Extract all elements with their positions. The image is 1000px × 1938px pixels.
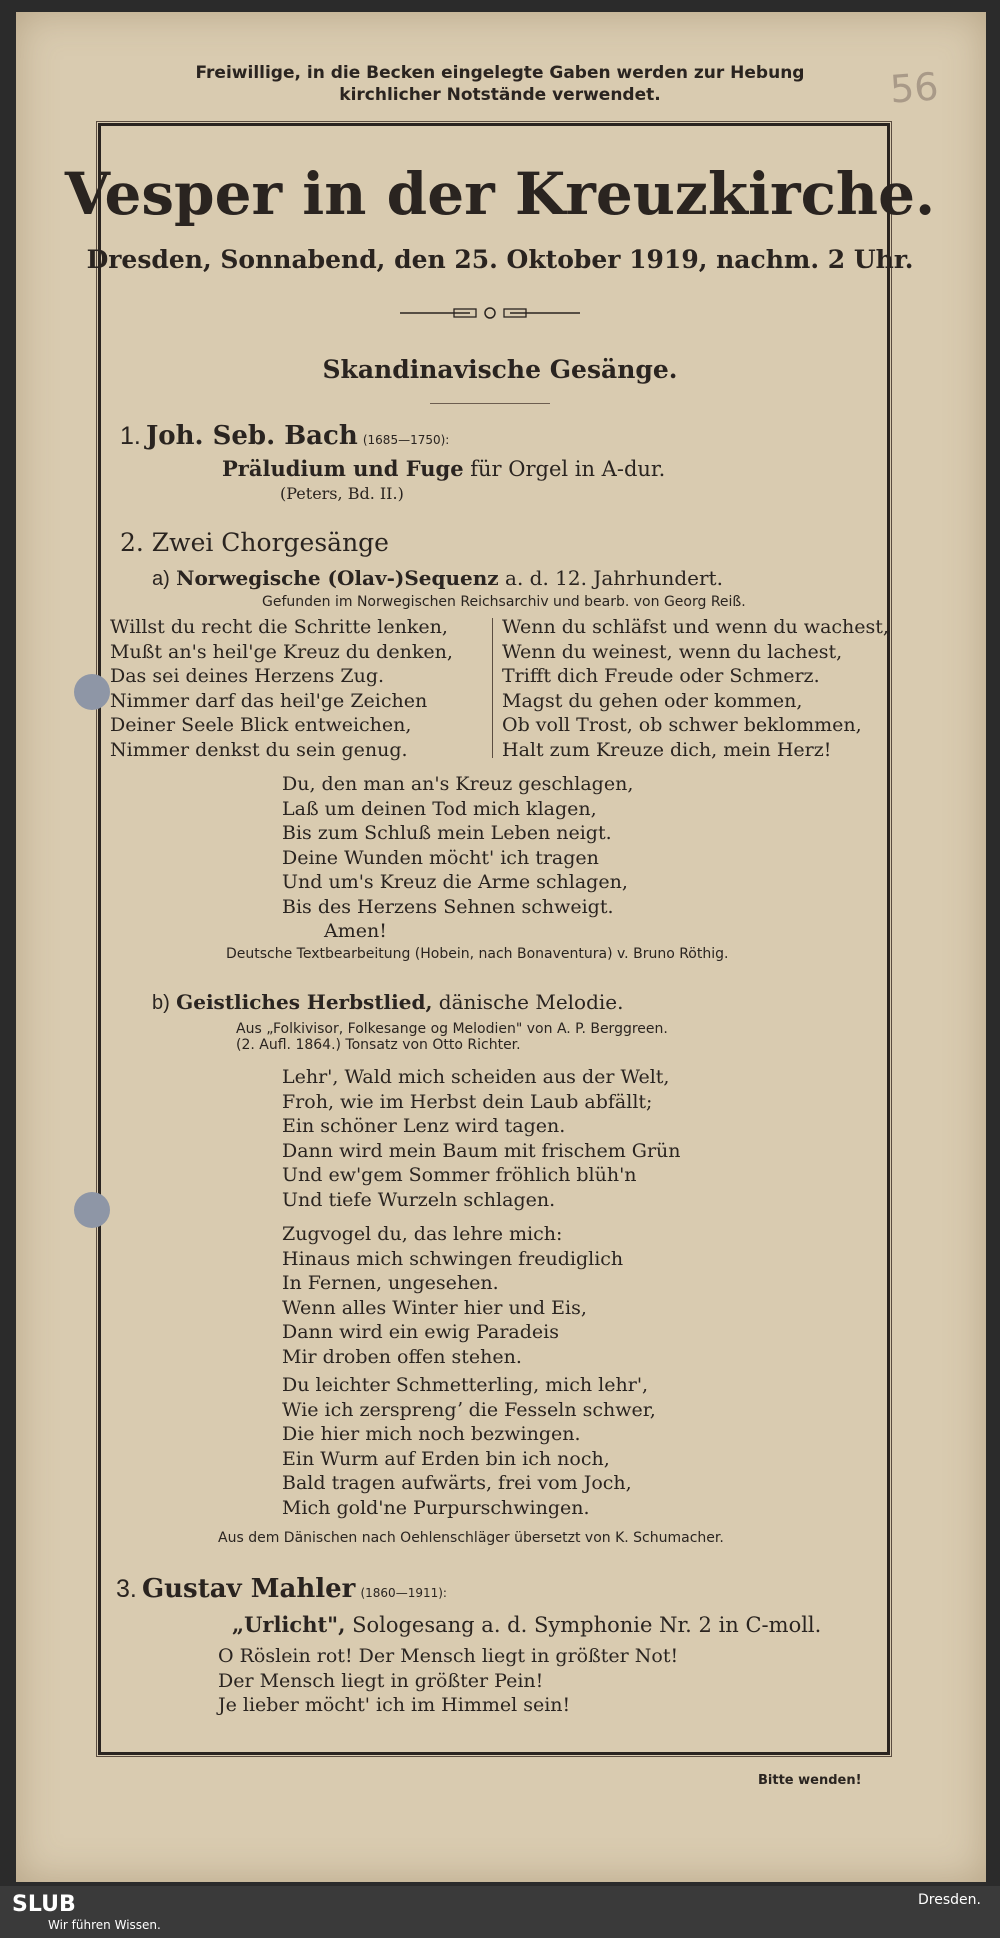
item-3-work: „Urlicht", Sologesang a. d. Symphonie Nr. 2 in C-moll. — [232, 1612, 822, 1637]
verse-center: Du, den man an's Kreuz geschlagen, Laß um deinen Tod mich klagen, Bis zum Schluß mein Leben neigt. Deine Wunden möcht' ich tragen Und um's Kreuz die Arme schlagen, Bis des Herzens Sehnen schweigt. Amen! — [282, 773, 634, 942]
item-1-heading: 1. Joh. Seb. Bach (1685—1750): — [120, 421, 450, 451]
item-2-heading: 2. Zwei Chorgesänge — [120, 528, 389, 557]
section-rule — [430, 403, 550, 404]
please-turn-note: Bitte wenden! — [758, 1773, 862, 1788]
event-date-line: Dresden, Sonnabend, den 25. Oktober 1919, nachm. 2 Uhr. — [86, 245, 914, 274]
item-2a-credit: Deutsche Textbearbeitung (Hobein, nach Bonaventura) v. Bruno Röthig. — [226, 946, 729, 962]
page-title: Vesper in der Kreuzkirche. — [64, 160, 936, 228]
punch-hole — [74, 1192, 110, 1228]
stanza-2: Zugvogel du, das lehre mich: Hinaus mich schwingen freudiglich In Fernen, ungesehen. Wenn alles Winter hier und Eis, Dann wird ein ewig Paradeis Mir droben offen stehen. — [282, 1223, 624, 1368]
slub-logo[interactable]: SLUB — [12, 1892, 76, 1917]
item-2b-title: b) Geistliches Herbstlied, dänische Melodie. — [152, 990, 624, 1014]
page-number: 56 — [888, 64, 940, 112]
composer-name: Joh. Seb. Bach — [145, 421, 358, 451]
dresden-logo[interactable]: Dresden. — [918, 1892, 981, 1908]
section-title: Skandinavische Gesänge. — [322, 355, 678, 384]
punch-hole — [74, 674, 110, 710]
composer-name: Gustav Mahler — [141, 1574, 356, 1604]
slub-tagline: Wir führen Wissen. — [48, 1918, 161, 1932]
item-1-edition: (Peters, Bd. II.) — [280, 484, 404, 503]
column-divider — [492, 618, 493, 758]
item-1-work: Präludium und Fuge für Orgel in A-dur. — [222, 456, 666, 481]
stanza-3: Du leichter Schmetterling, mich lehr', Wie ich zersprengʼ die Fesseln schwer, Die hier mich noch bezwingen. Ein Wurm auf Erden bin ich noch, Bald tragen aufwärts, frei vom Joch, Mich gold'ne Purpurschwingen. — [282, 1374, 656, 1519]
library-footer-bar — [0, 1886, 1000, 1938]
item-2a-source: Gefunden im Norwegischen Reichsarchiv und bearb. von Georg Reiß. — [262, 594, 746, 610]
item-2a-title: a) Norwegische (Olav-)Sequenz a. d. 12. Jahrhundert. — [152, 566, 723, 590]
donation-note: Freiwillige, in die Becken eingelegte Gaben werden zur Hebung kirchlicher Notstände verwendet. — [195, 63, 805, 105]
item-2b-credit: Aus dem Dänischen nach Oehlenschläger übersetzt von K. Schumacher. — [218, 1530, 724, 1546]
verse-right: Wenn du schläfst und wenn du wachest, Wenn du weinest, wenn du lachest, Trifft dich Freude oder Schmerz. Magst du gehen oder kommen, Ob voll Trost, ob schwer beklommen, Halt zum Kreuze dich, mein Herz! — [502, 616, 889, 761]
stanza-1: Lehr', Wald mich scheiden aus der Welt, Froh, wie im Herbst dein Laub abfällt; Ein schöner Lenz wird tagen. Dann wird mein Baum mit frischem Grün Und ew'gem Sommer fröhlich blüh'n Und tiefe Wurzeln schlagen. — [282, 1066, 681, 1211]
ornament-divider — [400, 306, 580, 320]
verse-left: Willst du recht die Schritte lenken, Mußt an's heil'ge Kreuz du denken, Das sei deines Herzens Zug. Nimmer darf das heil'ge Zeichen Deiner Seele Blick entweichen, Nimmer denkst du sein genug. — [110, 616, 453, 761]
item-3-verse: O Röslein rot! Der Mensch liegt in größter Not! Der Mensch liegt in größter Pein! Je lieber möcht' ich im Himmel sein! — [218, 1645, 679, 1716]
item-2b-source: Aus „Folkivisor, Folkesange og Melodien" von A. P. Berggreen. (2. Aufl. 1864.) Tonsatz von Otto Richter. — [236, 1021, 668, 1053]
item-3-heading: 3. Gustav Mahler (1860—1911): — [116, 1574, 447, 1604]
